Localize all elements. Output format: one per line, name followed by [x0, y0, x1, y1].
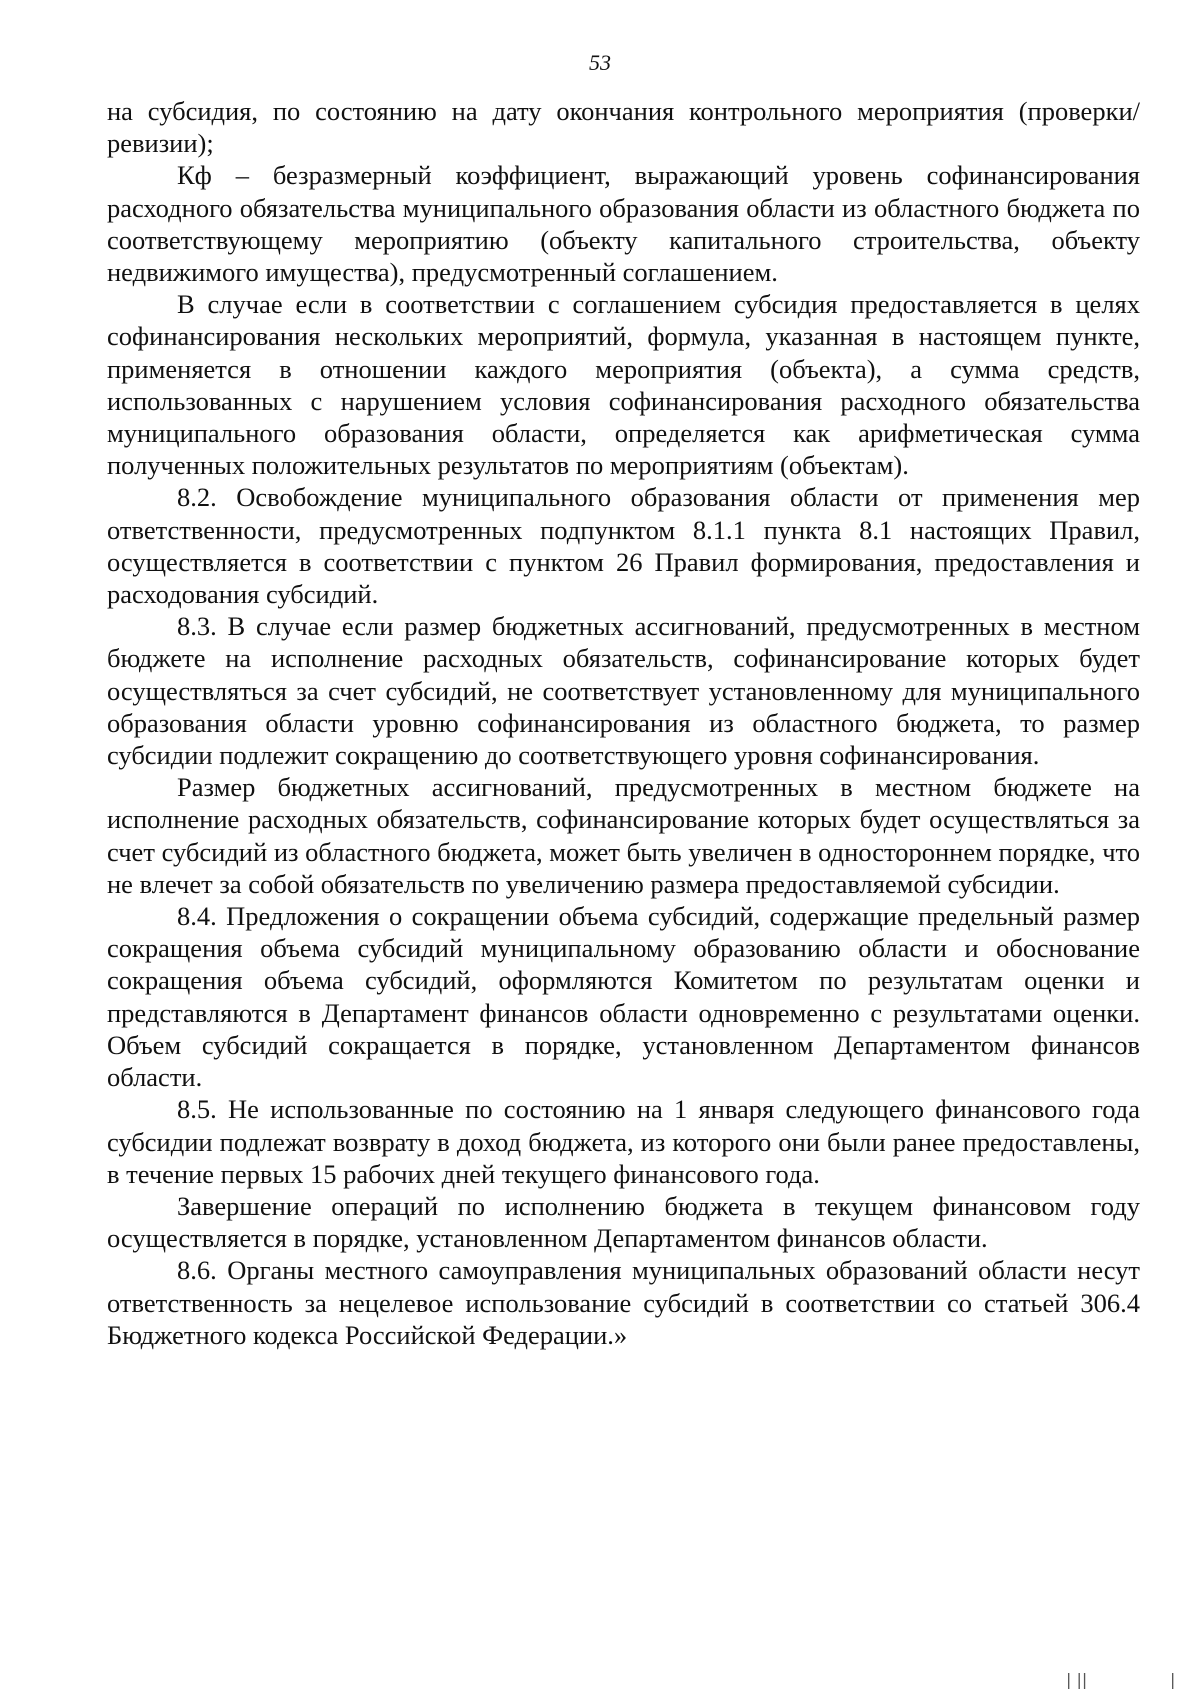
- document-body: [107, 95, 1140, 1351]
- paragraph-8-6: 8.6. Органы местного самоуправления муниципальных образований области несут ответственность за нецелевое использование субсидий в соответствии со статьей 306.4 Бюджетного кодекса Российской Федерации.»: [107, 1255, 1140, 1350]
- page-number: 53: [589, 50, 611, 75]
- paragraph-kf-definition: Кф – безразмерный коэффициент, выражающий уровень софинансирования расходного обязательства муниципального образования области из областного бюджета по соответствующему мероприятию (объекту капитального строительства, объекту недвижимого имущества), предусмотренный соглашением.: [107, 160, 1140, 288]
- paragraph-continuation: на субсидия, по состоянию на дату окончания контрольного мероприятия (проверки/ревизии);: [107, 96, 1140, 159]
- scan-artifact-right: |: [1170, 1670, 1176, 1689]
- paragraph-budget-allocations: Размер бюджетных ассигнований, предусмотренных в местном бюджете на исполнение расходных обязательств, софинансирование которых будет осуществляться за счет субсидий из областного бюджета, может быть увеличен в одностороннем порядке, что не влечет за собой обязательств по увеличению размера предоставляемой субсидии.: [107, 772, 1140, 899]
- paragraph-8-4: 8.4. Предложения о сокращении объема субсидий, содержащие предельный размер сокращения объема субсидий муниципальному образованию области и обоснование сокращения объема субсидий, оформляются Комитетом по результатам оценки и представляются в Департамент финансов области одновременно с результатами оценки. Объем субсидий сокращается в порядке, установленном Департаментом финансов области.: [107, 901, 1140, 1093]
- paragraph-8-3: 8.3. В случае если размер бюджетных ассигнований, предусмотренных в местном бюджете на исполнение расходных обязательств, софинансирование которых будет осуществляться за счет субсидий, не соответствует установленному для муниципального образования области уровню софинансирования из областного бюджета, то размер субсидии подлежит сокращению до соответствующего уровня софинансирования.: [107, 611, 1140, 771]
- paragraph-multiple-measures: В случае если в соответствии с соглашением субсидия предоставляется в целях софинансирования нескольких мероприятий, формула, указанная в настоящем пункте, применяется в отношении каждого мероприятия (объекта), а сумма средств, использованных с нарушением условия софинансирования расходного обязательства муниципального образования области, определяется как арифметическая сумма полученных положительных результатов по мероприятиям (объектам).: [107, 289, 1140, 481]
- scan-artifact-left: | ||: [1066, 1670, 1088, 1689]
- paragraph-budget-completion: Завершение операций по исполнению бюджета в текущем финансовом году осуществляется в порядке, установленном Департаментом финансов области.: [107, 1190, 1140, 1254]
- paragraph-8-2: 8.2. Освобождение муниципального образования области от применения мер ответственности, предусмотренных подпунктом 8.1.1 пункта 8.1 настоящих Правил, осуществляется в соответствии с пунктом 26 Правил формирования, предоставления и расходования субсидий.: [107, 482, 1140, 610]
- paragraph-8-5: 8.5. Не использованные по состоянию на 1 января следующего финансового года субсидии подлежат возврату в доход бюджета, из которого они были ранее предоставлены, в течение первых 15 рабочих дней текущего финансового года.: [107, 1094, 1140, 1189]
